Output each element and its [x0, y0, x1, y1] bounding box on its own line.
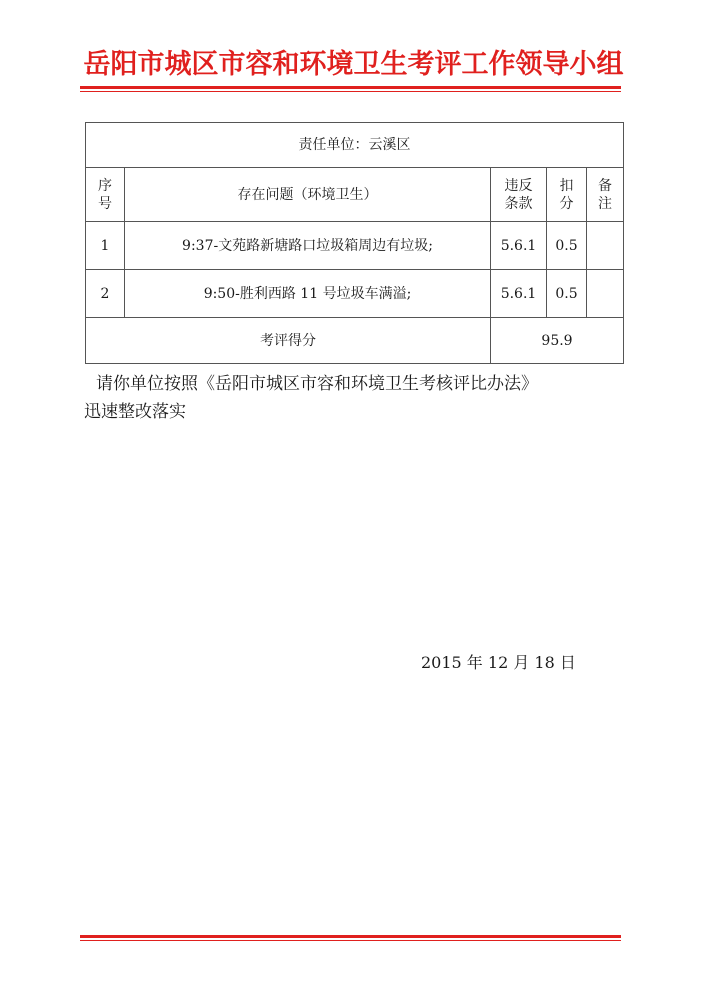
row-remark — [587, 222, 624, 270]
issue-date: 2015 年 12 月 18 日 — [421, 653, 576, 672]
header-rule-thin — [80, 91, 621, 92]
col-header-clause: 违反条款 — [491, 168, 547, 222]
score-label: 考评得分 — [86, 318, 491, 364]
col-header-remark: 备注 — [587, 168, 624, 222]
footer-rule-thin — [80, 940, 621, 941]
row-issue: 9:50-胜利西路 11 号垃圾车满溢; — [125, 270, 491, 318]
row-clause: 5.6.1 — [491, 222, 547, 270]
row-remark — [587, 270, 624, 318]
col-header-deduct: 扣分 — [547, 168, 587, 222]
header-rule-thick — [80, 86, 621, 89]
document-title: 岳阳市城区市容和环境卫生考评工作领导小组 — [83, 49, 624, 80]
footer-rule-thick — [80, 935, 621, 938]
row-issue: 9:37-文苑路新塘路口垃圾箱周边有垃圾; — [125, 222, 491, 270]
unit-row — [86, 123, 624, 168]
notice-text — [84, 370, 656, 426]
responsible-unit: 责任单位：云溪区 — [86, 123, 624, 168]
row-index: 2 — [86, 270, 125, 318]
table-row — [86, 270, 624, 318]
row-deduct: 0.5 — [547, 222, 587, 270]
inspection-table — [85, 122, 624, 364]
row-index: 1 — [86, 222, 125, 270]
row-deduct: 0.5 — [547, 270, 587, 318]
row-clause: 5.6.1 — [491, 270, 547, 318]
col-header-issue: 存在问题（环境卫生） — [125, 168, 491, 222]
notice-line-1: 请你单位按照《岳阳市城区市容和环境卫生考核评比办法》 — [96, 374, 538, 394]
notice-line-2: 迅速整改落实 — [84, 402, 186, 422]
score-value: 95.9 — [491, 318, 624, 364]
table-row — [86, 222, 624, 270]
score-row — [86, 318, 624, 364]
col-header-index: 序号 — [86, 168, 125, 222]
header-row — [86, 168, 624, 222]
